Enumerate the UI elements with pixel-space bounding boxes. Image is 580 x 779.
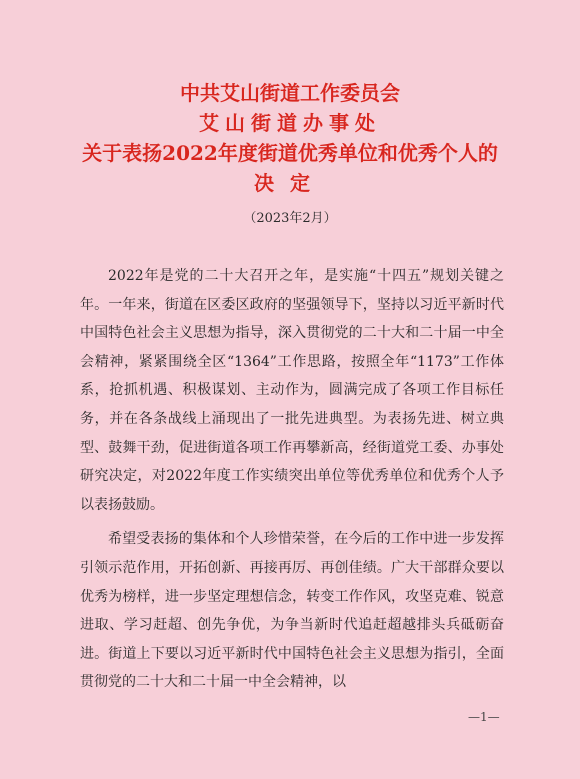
body-paragraph-1: 2022年是党的二十大召开之年，是实施“十四五”规划关键之年。一年来，街道在区委区政府的坚强领导下，坚持以习近平新时代中国特色社会主义思想为指导，深入贯彻党的二十大和二十届一中全会精神，紧紧围绕全区“1364”工作思路，按照全年“1173”工作体系，抢抓机遇、积极谋划、主动作为，圆满完成了各项工作目标任务，并在各条战线上涌现出了一批先进典型。为表扬先进、树立典型、鼓舞干劲，促进街道各项工作再攀新高，经街道党工委、办事处研究决定，对2022年度工作实绩突出单位等优秀单位和优秀个人予以表扬鼓励。 xyxy=(80,268,504,513)
document-title-decision: 决定 xyxy=(254,171,326,195)
issuer-line-committee: 中共艾山街道工作委员会 xyxy=(180,81,400,105)
document-body xyxy=(80,262,504,703)
document-header xyxy=(0,78,580,198)
document-title: 关于表扬2022年度街道优秀单位和优秀个人的 xyxy=(82,141,498,165)
issuer-line-office: 艾山街道办事处 xyxy=(199,111,381,135)
issue-date: （2023年2月） xyxy=(243,211,337,226)
body-paragraph-2: 希望受表扬的集体和个人珍惜荣誉，在今后的工作中进一步发挥引领示范作用，开拓创新、再接再厉、再创佳绩。广大干部群众要以优秀为榜样，进一步坚定理想信念，转变工作作风，攻坚克难、锐意进取、学习赶超、创先争优，为争当新时代追赶超越排头兵砥砺奋进。街道上下要以习近平新时代中国特色社会主义思想为指引，全面贯彻党的二十大和二十届一中全会精神，以 xyxy=(80,531,504,691)
page-number: —1— xyxy=(468,710,500,724)
